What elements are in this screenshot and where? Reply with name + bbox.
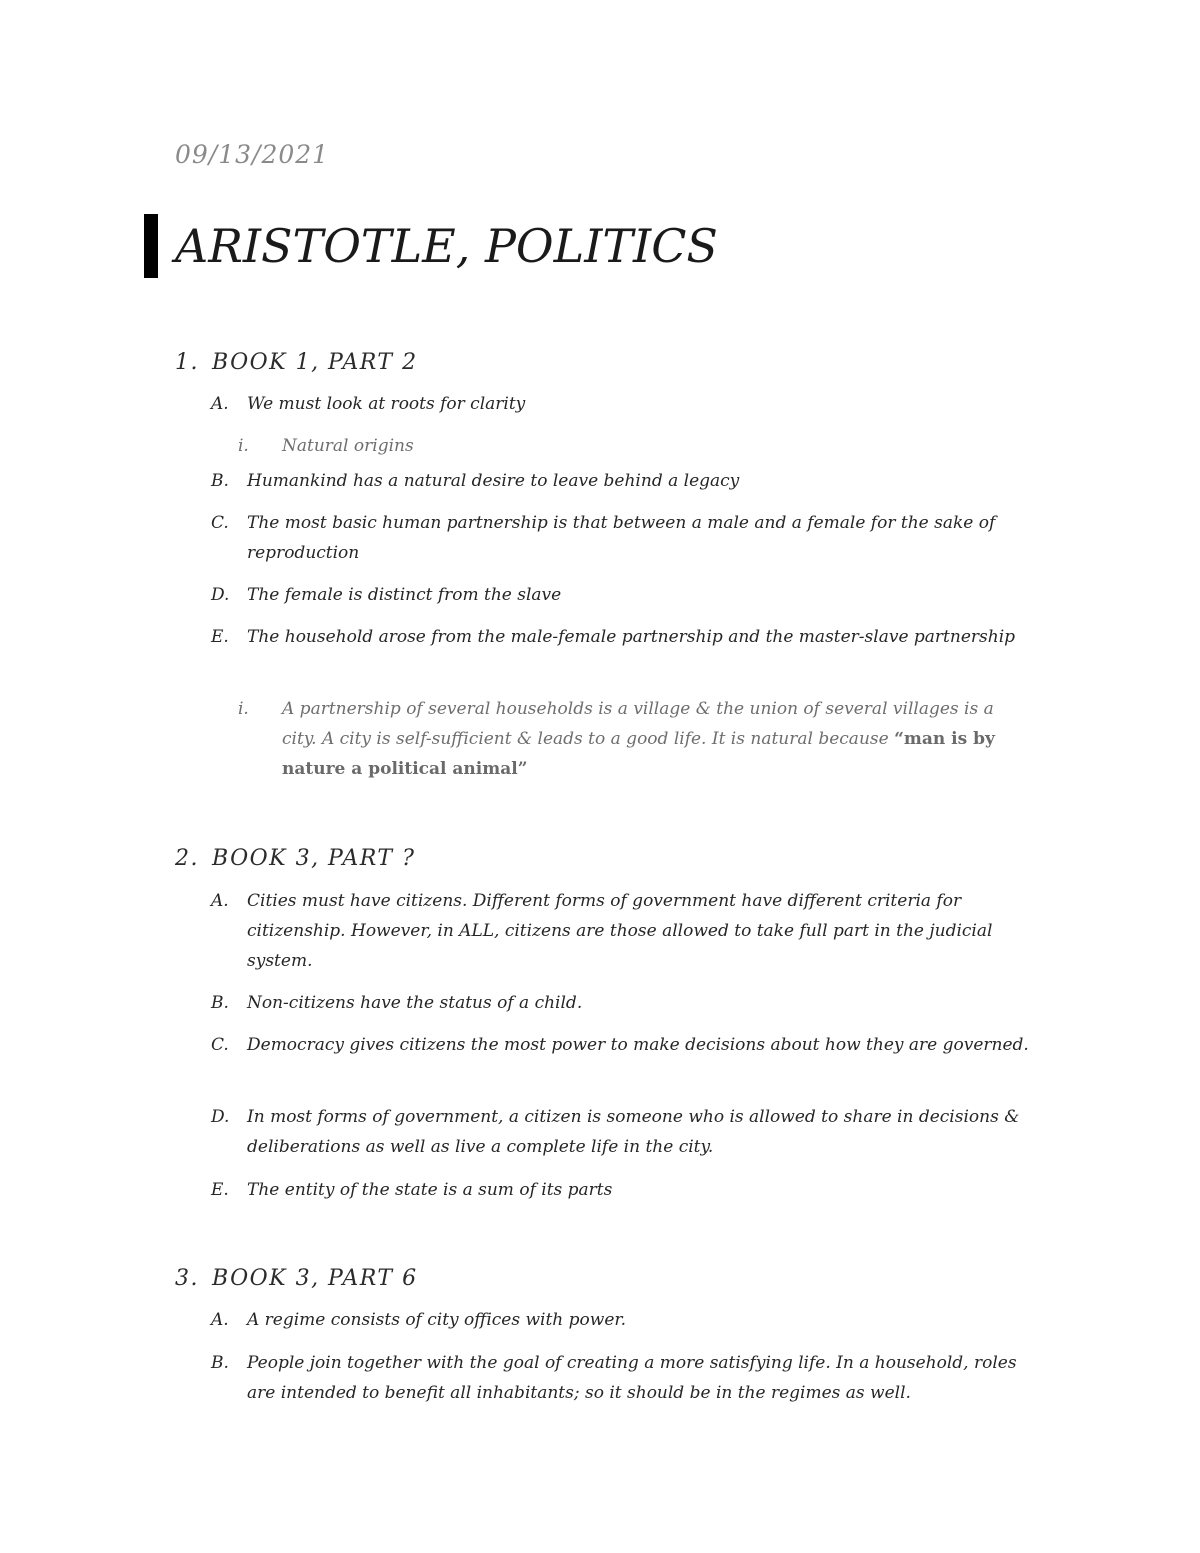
list-item-text: Democracy gives citizens the most power to make decisions about how they are governed. [247, 1035, 1029, 1055]
list-item [211, 988, 1031, 1018]
list-item-text: Cities must have citizens. Different forms of government have different criteria for citizenship. However, in ALL, citizens are those allowed to take full part in the judicial system. [247, 891, 993, 971]
section-number: 2. [175, 846, 199, 871]
list-item [211, 622, 1031, 652]
document-title: ARISTOTLE, POLITICS [175, 219, 718, 273]
section-title: BOOK 3, PART 6 [212, 1266, 418, 1291]
list-marker: C. [211, 513, 229, 533]
document-date: 09/13/2021 [175, 140, 330, 169]
list-marker: E. [211, 627, 229, 647]
list-item-text: Non-citizens have the status of a child. [247, 993, 583, 1013]
list-item-text: The female is distinct from the slave [247, 585, 562, 605]
list-item-text: The entity of the state is a sum of its parts [247, 1180, 613, 1200]
section-number: 3. [175, 1266, 199, 1291]
list-marker: B. [211, 1353, 229, 1373]
list-item-text: People join together with the goal of creating a more satisfying life. In a household, roles are intended to benefit all inhabitants; so it should be in the regimes as well. [247, 1353, 1017, 1403]
list-marker: A. [211, 1310, 229, 1330]
list-marker: A. [211, 394, 229, 414]
list-item [211, 1348, 1031, 1408]
list-item-text: We must look at roots for clarity [247, 394, 526, 414]
list-item-text: The household arose from the male-female partnership and the master-slave partnership [247, 627, 1016, 647]
section-heading [175, 350, 418, 375]
list-item-text [282, 694, 1018, 784]
quote-emphasis: “man is by nature a political animal” [282, 729, 995, 779]
section-title: BOOK 3, PART ? [212, 846, 416, 871]
sub-list-item [238, 694, 1018, 784]
section-number: 1. [175, 350, 199, 375]
list-marker: A. [211, 891, 229, 911]
list-marker: i. [238, 699, 249, 719]
list-item [211, 1175, 1031, 1205]
list-item-text: Natural origins [282, 436, 414, 456]
list-marker: C. [211, 1035, 229, 1055]
list-item [211, 1305, 1031, 1335]
list-item [211, 508, 1031, 568]
list-item-text: In most forms of government, a citizen is someone who is allowed to share in decisions & deliberations as well as live a complete life in the city. [247, 1107, 1020, 1157]
list-item-text: The most basic human partnership is that between a male and a female for the sake of reproduction [247, 513, 996, 563]
list-marker: i. [238, 436, 249, 456]
list-item [211, 580, 1031, 610]
list-marker: B. [211, 993, 229, 1013]
section-heading [175, 846, 415, 871]
section-heading [175, 1266, 418, 1291]
list-item [211, 1102, 1031, 1162]
section-title: BOOK 1, PART 2 [212, 350, 418, 375]
list-marker: E. [211, 1180, 229, 1200]
list-marker: D. [211, 1107, 230, 1127]
list-item-text: A regime consists of city offices with power. [247, 1310, 627, 1330]
list-marker: B. [211, 471, 229, 491]
sub-list-item [238, 431, 1018, 461]
list-item [211, 1030, 1031, 1060]
list-item [211, 466, 1031, 496]
list-item [211, 886, 1031, 976]
title-accent-bar [144, 214, 158, 278]
list-item-text-regular: A partnership of several households is a village & the union of several villages is a city. A city is self-sufficient & leads to a good life. It is natural because [282, 699, 994, 749]
list-item [211, 389, 1031, 419]
list-item-text: Humankind has a natural desire to leave behind a legacy [247, 471, 740, 491]
list-marker: D. [211, 585, 230, 605]
